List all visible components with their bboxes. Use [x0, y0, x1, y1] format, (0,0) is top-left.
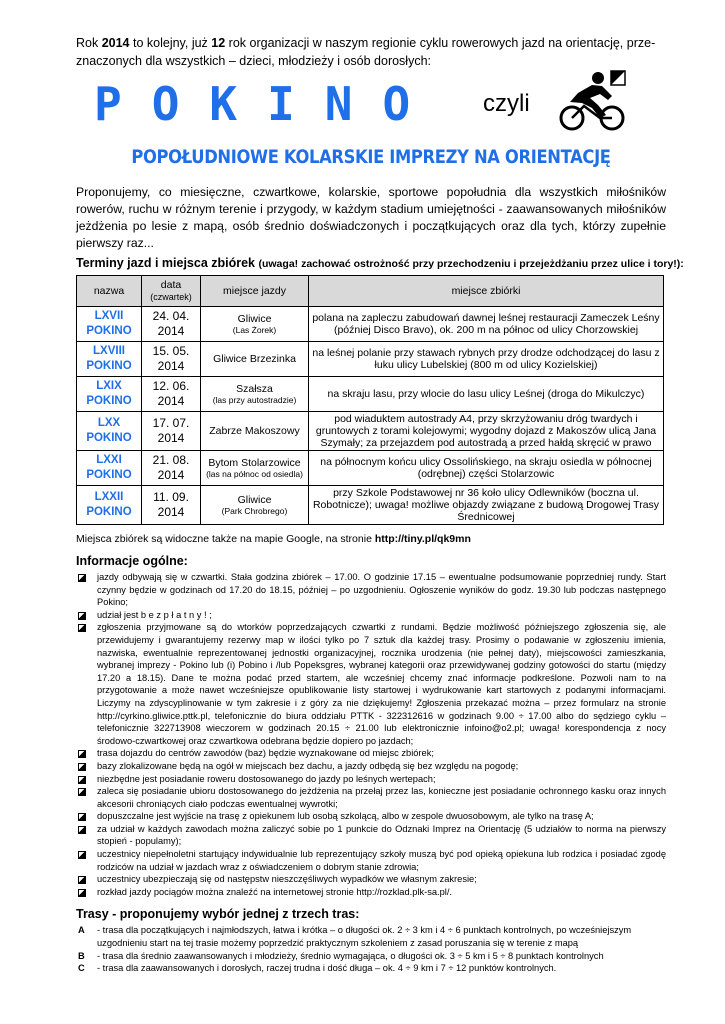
place-name: Szałsza [236, 383, 273, 395]
edition-number: LXXII [94, 491, 124, 503]
list-item: niezbędne jest posiadanie roweru dostosowanego do jazdy po leśnych wertepach; [76, 773, 666, 786]
meeting-cell: przy Szkole Podstawowej nr 36 koło ulicy Odlewników (boczna ul. Robotnicze); uwaga! możliwe objazdy związane z budową Drogowej Trasy Średnicowej [309, 486, 664, 525]
edition-number: LXXI [96, 454, 122, 466]
place-detail: (Las Żorek) [232, 325, 277, 335]
event-name: POKINO [86, 506, 132, 518]
table-row [77, 342, 664, 377]
meeting-cell: na leśnej polanie przy stawach rybnych przy drodze odchodzącej do lasu z łuku ulicy Lubelskiej (800 m od ulicy Kozielskiej) [309, 342, 664, 377]
table-header-row [77, 276, 664, 307]
edition-number: LXX [97, 417, 121, 429]
place-detail: (las na północ od osiedla) [206, 469, 303, 479]
date-day: 17. 07. [152, 416, 190, 430]
place-cell [201, 486, 309, 525]
map-note [76, 533, 666, 545]
route-letter: B [78, 950, 85, 961]
date-cell [142, 412, 201, 451]
edition-cell [77, 377, 142, 412]
header-place: miejsce jazdy [201, 276, 309, 307]
place-name: Gliwice [237, 494, 272, 506]
header-date [142, 276, 201, 307]
intro-text: to kolejny, już [129, 36, 212, 50]
header-meeting: miejsce zbiórki [309, 276, 664, 307]
description-paragraph: Proponujemy, co miesięczne, czwartkowe, kolarskie, sportowe popołudnia dla wszystkich miłośników rowerów, ruchu w różnym terenie i przygody, w każdym stadium umiejętności - zaawansowanych miłośników jeżdżenia po lesie z mapą, osób średnio doświadczonych i początkujących oraz dla tych, którzy zupełnie pierwszy raz... [76, 185, 666, 250]
place-cell [201, 451, 309, 486]
title-row [76, 74, 666, 138]
list-item: bazy zlokalizowane będą na ogół w miejscach bez dachu, a jazdy odbędą się bez względu na pogodę; [76, 760, 666, 773]
date-year: 2014 [157, 324, 185, 338]
list-item: uczestnicy ubezpieczają się od następstw nieszczęśliwych wypadków we własnym zakresie; [76, 873, 666, 886]
edition-cell [77, 412, 142, 451]
table-row [77, 307, 664, 342]
place-name: Gliwice [237, 313, 272, 325]
route-description: - trasa dla początkujących i najmłodszych, łatwa i krótka – o długości ok. 2 ÷ 3 km i 4 ÷ 6 punktach kontrolnych, po wcześniejszym uzgodnieniu start na tej trasie możemy poprzedzić praktycznym szkoleniem z zasad poruszania się w terenie z mapą [97, 925, 632, 949]
date-day: 21. 08. [152, 453, 190, 467]
intro-paragraph [76, 34, 666, 70]
date-cell [142, 342, 201, 377]
date-year: 2014 [157, 359, 185, 373]
header-name: nazwa [77, 276, 142, 307]
place-cell [201, 377, 309, 412]
route-item [76, 962, 666, 975]
table-row [77, 451, 664, 486]
place-detail: (las przy autostradzie) [212, 395, 297, 405]
cyclist-orienteering-icon [556, 68, 630, 134]
list-item: zgłoszenia przyjmowane są do wtorków poprzedzających czwartki z rundami. Będzie możliwość późniejszego zgłoszenia się, ale przewidujemy i gwarantujemy rezerwy map w ilości tylko po 7 sztuk dla każdej trasy. Prosimy o podawanie w zgłoszeniu imienia, nazwiska, ewentualnie reprezentowanej jednostki organizacyjnej, rocznika urodzenia (nie pełnej daty), miejscowości zamieszkania, wybranej imprezy - Pokino lub (i) Pobino i /lub Popeksgres, wybranej kategorii oraz przewidywanej godziny gotowości do startu (między 17.20 a 18.15). Dane te można podać przed startem, ale wcześniej chcemy znać informacje podkreślone. Pozwoli nam to na przygotowanie a może nawet wcześniejsze opublikowanie listy startowej i wydrukowanie kart startowych z podanymi informacjami. Liczymy na zdyscyplinowanie w tym zakresie i z góry za nie dziękujemy! Zgłoszenia przekazać można – przez formularz na stronie http://cyrkino.gliwice.pttk.pl, telefonicznie do biura oddziału PTTK - 322312616 w godzinach 9.00 ÷ 17.00 albo do sędziego cyklu – telefonicznie 322713908 wieczorem w godzinach 20.15 ÷ 21.00 lub elektronicznie infoino@o2.pl; uwaga! korespondencja z nocy środowo-czwartkowej oraz czwartkowa odebrana będzie dopiero po jazdach; [76, 621, 666, 747]
edition-number: LXIX [96, 380, 122, 392]
table-row [77, 486, 664, 525]
date-day: 11. 09. [153, 490, 189, 504]
header-date-label: data [160, 279, 182, 291]
event-name: POKINO [86, 360, 132, 372]
meeting-cell: pod wiaduktem autostrady A4, przy skrzyżowaniu dróg twardych i gruntowych z torami kolejowymi; wygodny dojazd z Makoszów ulicą Jana Szymały; za przejazdem pod autostradą a przed hałdą skręcić w prawo [309, 412, 664, 451]
schedule-heading [76, 256, 684, 270]
edition-cell [77, 451, 142, 486]
schedule-heading-text: Terminy jazd i miejsca zbiórek [76, 256, 259, 270]
date-year: 2014 [157, 505, 185, 519]
meeting-cell: na skraju lasu, przy wlocie do lasu ulicy Leśnej (droga do Mikulczyc) [309, 377, 664, 412]
route-item [76, 950, 666, 963]
edition-cell [77, 486, 142, 525]
route-letter: C [78, 963, 85, 974]
date-day: 12. 06. [152, 379, 190, 393]
place-detail: (Park Chrobrego) [221, 506, 288, 516]
date-cell [142, 486, 201, 525]
event-name: POKINO [86, 469, 132, 481]
edition-number: LXVII [94, 310, 124, 322]
subtitle: POPOŁUDNIOWE KOLARSKIE IMPREZY NA ORIENTACJĘ [131, 146, 611, 168]
event-name: POKINO [86, 325, 132, 337]
place-cell [201, 342, 309, 377]
edition-cell [77, 307, 142, 342]
date-day: 24. 04. [152, 309, 190, 323]
list-item: rozkład jazdy pociągów można znaleźć na internetowej stronie http://rozklad.plk-sa.pl/. [76, 886, 666, 899]
intro-year: 2014 [101, 36, 130, 50]
route-item [76, 924, 666, 949]
place-name: Bytom Stolarzowice [208, 457, 301, 469]
list-item: udział jest b e z p ł a t n y ! ; [76, 609, 666, 622]
event-name: POKINO [86, 432, 132, 444]
date-year: 2014 [157, 468, 185, 482]
intro-text: rok organizacji w naszym regionie cyklu rowerowych jazd na orientację, prze- [225, 36, 656, 50]
list-item: za udział w każdych zawodach można zaliczyć sobie po 1 punkcie do Odznaki Imprez na Orientację (5 udziałów to norma na pierwszy stopień - populamy); [76, 823, 666, 848]
route-description: - trasa dla zaawansowanych i dorosłych, raczej trudna i dość długa – ok. 4 ÷ 9 km i 7 ÷ 12 punktów kontrolnych. [97, 963, 557, 974]
header-date-sub: (czwartek) [150, 292, 192, 302]
date-year: 2014 [157, 431, 185, 445]
intro-text: znaczonych dla wszystkich – dzieci, młodzieży i osób dorosłych: [76, 54, 432, 68]
route-letter: A [78, 925, 85, 936]
edition-number: LXVIII [93, 345, 125, 357]
place-cell [201, 412, 309, 451]
route-description: - trasa dla średnio zaawansowanych i młodzieży, średnio wymagająca, o długości ok. 3 ÷ 5 km i 5 ÷ 8 punktach kontrolnych [97, 950, 604, 961]
table-row [77, 377, 664, 412]
edition-cell [77, 342, 142, 377]
schedule-warning: (uwaga! zachować ostrożność przy przechodzeniu i przejeżdżaniu przez ulice i tory!): [258, 258, 684, 270]
list-item: dopuszczalne jest wyjście na trasę z opiekunem lub osobą szkolącą, albo w zespole dwuosobowym, ale tylko na trasę A; [76, 810, 666, 823]
intro-text: Rok [76, 36, 102, 50]
info-heading: Informacje ogólne: [76, 554, 188, 568]
document-page [76, 34, 684, 975]
pokino-title: POKINO [94, 77, 441, 131]
info-list [76, 571, 666, 898]
meeting-cell: polana na zapleczu zabudowań dawnej leśnej restauracji Zameczek Leśny (później Disco Bravo), ok. 200 m na północ od ulicy Chorzowskiej [309, 307, 664, 342]
routes-heading: Trasy - proponujemy wybór jednej z trzech tras: [76, 907, 360, 922]
routes-list [76, 924, 666, 974]
map-link[interactable]: http://tiny.pl/qk9mn [374, 533, 471, 545]
list-item: zaleca się posiadanie ubioru dostosowanego do jeżdżenia na przełaj przez las, konieczne jest posiadanie ochronnego kasku oraz innych akcesorii chroniących ciało podczas ewentualnej wywrotki; [76, 785, 666, 810]
list-item: trasa dojazdu do centrów zawodów (baz) będzie wyznakowane od miejsc zbiórek; [76, 747, 666, 760]
czyli-text: czyli [483, 90, 530, 117]
meeting-cell: na północnym końcu ulicy Ossolińskiego, na skraju osiedla w północnej (odrębnej) części Stolarzowic [309, 451, 664, 486]
list-item: uczestnicy niepełnoletni startujący indywidualnie lub reprezentujący szkoły muszą być pod opieką opiekuna lub rodzica i posiadać zgodę rodziców na udział w jazdach wraz z oświadczeniem o dobrym stanie zdrowia; [76, 848, 666, 873]
place-name: Gliwice Brzezinka [213, 353, 296, 365]
date-cell [142, 377, 201, 412]
date-year: 2014 [157, 394, 185, 408]
date-day: 15. 05. [152, 344, 190, 358]
intro-count: 12 [211, 36, 226, 50]
place-cell [201, 307, 309, 342]
schedule-table [76, 275, 664, 525]
table-row [77, 412, 664, 451]
place-name: Zabrze Makoszowy [209, 425, 300, 437]
list-item: jazdy odbywają się w czwartki. Stała godzina zbiórek – 17.00. O godzinie 17.15 – ewentualne podsumowanie poprzedniej rundy. Start czynny będzie w godzinach od 17.20 do 18.15, później – po uzgodnieniu. Ogłoszenie wyników do godz. 19.30 lub podczas następnego Pokino; [76, 571, 666, 609]
date-cell [142, 307, 201, 342]
event-name: POKINO [86, 395, 132, 407]
map-note-text: Miejsca zbiórek są widoczne także na mapie Google, na stronie [76, 533, 375, 545]
date-cell [142, 451, 201, 486]
